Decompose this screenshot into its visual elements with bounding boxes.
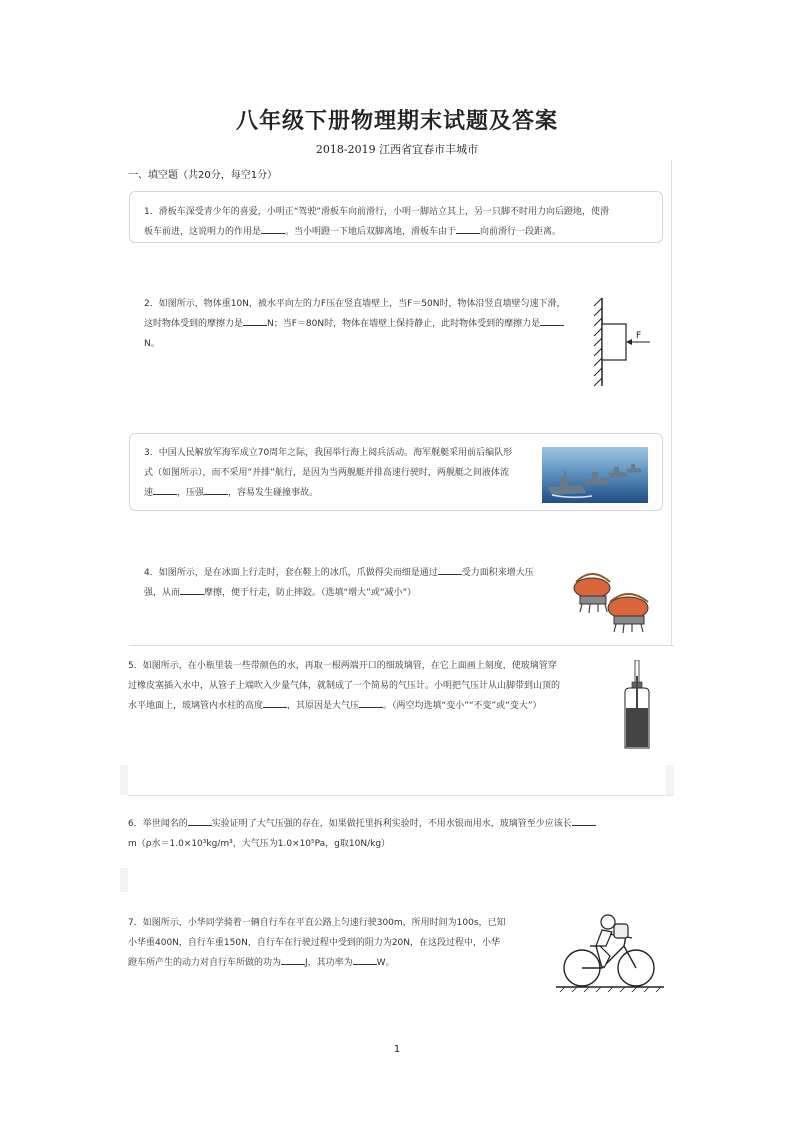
question-7-line3: 蹬车所产生的动力对自行车所做的功为 J，其功率为 W。	[128, 953, 568, 973]
arrow-head	[626, 339, 632, 345]
answer-blank[interactable]	[263, 697, 287, 708]
rider	[596, 915, 628, 968]
question-1	[144, 202, 664, 242]
force-label: F	[636, 331, 642, 341]
question-6-line1: 6．举世闻名的 实验证明了大气压强的存在，如果做托里拆利实验时，不用水银而用水，玻璃管至少应该长	[128, 814, 674, 834]
question-7	[128, 913, 568, 973]
question-4-line1: 4．如图所示，是在冰面上行走时，套在鞋上的冰爪，爪做得尖而细是通过 受力面积来增大压	[144, 563, 574, 583]
gray-strip	[666, 765, 674, 795]
right-margin-line	[671, 160, 672, 646]
question-2-line2: 这时物体受到的摩擦力是 N；当F＝80N时，物体在墙壁上保持静止，此时物体受到的摩擦力是	[144, 314, 584, 334]
question-3-line2: 式（如图所示），而不采用“并排”航行，是因为当两舰艇并排高速行驶时，两舰艇之间液体流	[144, 468, 509, 478]
question-2-line1: 2．如图所示，物体重10N，被水平向左的力F压在竖直墙壁上，当F＝50N时，物体沿竖直墙壁匀速下滑，	[144, 299, 566, 309]
question-7-line1: 7．如图所示，小华同学骑着一辆自行车在平直公路上匀速行驶300m，所用时间为100s，已知	[128, 918, 506, 928]
answer-blank[interactable]	[281, 954, 305, 965]
gray-strip	[120, 868, 128, 892]
question-2-line3: N。	[144, 339, 160, 349]
answer-blank[interactable]	[572, 815, 596, 826]
gray-strip	[120, 765, 128, 795]
question-3-line1: 3．中国人民解放军海军成立70周年之际，我国举行海上阅兵活动。海军舰艇采用前后编队形	[144, 448, 513, 458]
answer-blank[interactable]	[353, 954, 377, 965]
question-3-line3: 速 ，压强 ，容易发生碰撞事故。	[144, 483, 544, 503]
answer-blank[interactable]	[456, 223, 480, 234]
warship-formation-photo	[542, 447, 648, 503]
question-4-line2: 强，从而 摩擦，便于行走，防止摔跤。（选填“增大”或“减小”）	[144, 583, 574, 603]
section-heading: 一、填空题（共20分，每空1分）	[128, 170, 278, 181]
answer-blank[interactable]	[180, 584, 204, 595]
question-5-line2: 过橡皮塞插入水中，从管子上端吹入少量气体，就制成了一个简易的气压计。小明把气压计从山脚带到山顶的	[128, 681, 561, 691]
answer-blank[interactable]	[438, 564, 462, 575]
question-6-line2: m（ρ水＝1.0×10³kg/m³，大气压为1.0×10⁵Pa，g取10N/kg）	[128, 839, 391, 849]
page-number: 1	[393, 1044, 401, 1055]
ice-crampon-photo	[562, 560, 660, 636]
question-6	[128, 814, 674, 854]
wall-hatching	[594, 298, 602, 386]
cyclist-figure	[556, 912, 664, 992]
answer-blank[interactable]	[261, 223, 285, 234]
water-column	[636, 676, 638, 722]
answer-blank[interactable]	[243, 315, 267, 326]
question-1-line1: 1．滑板车深受青少年的喜爱，小明正“驾驶”滑板车向前滑行，小明一脚站立其上，另一只脚不时用力向后蹬地，使滑	[144, 207, 610, 217]
answer-blank[interactable]	[359, 697, 383, 708]
answer-blank[interactable]	[204, 484, 228, 495]
question-4	[144, 563, 574, 603]
question-3	[144, 443, 544, 503]
question-5	[128, 656, 608, 716]
document-title: 八年级下册物理期末试题及答案	[235, 109, 558, 134]
barometer-bottle-figure	[622, 660, 652, 752]
block	[602, 324, 626, 360]
answer-blank[interactable]	[153, 484, 177, 495]
divider	[128, 795, 674, 796]
question-7-line2: 小华重400N，自行车重150N，自行车在行驶过程中受到的阻力为20N，在这段过程中，小华	[128, 938, 501, 948]
question-5-line3: 水平地面上，玻璃管内水柱的高度 ，其原因是大气压 。（两空均选填“变小”“不变”或“变大”）	[128, 696, 608, 716]
question-1-line2: 板车前进，这说明力的作用是 。当小明蹬一下地后双脚离地，滑板车由于 向前滑行一段距离。	[144, 222, 664, 242]
answer-blank[interactable]	[188, 815, 212, 826]
question-5-line1: 5．如图所示，在小瓶里装一些带颜色的水，再取一根两端开口的细玻璃管，在它上面画上刻度，使玻璃管穿	[128, 661, 557, 671]
document-subtitle: 2018-2019 江西省宜春市丰城市	[315, 143, 479, 156]
wall-force-figure	[590, 296, 654, 388]
divider	[129, 645, 674, 646]
question-2	[144, 294, 584, 354]
ground-hatching	[560, 987, 661, 992]
answer-blank[interactable]	[540, 315, 564, 326]
